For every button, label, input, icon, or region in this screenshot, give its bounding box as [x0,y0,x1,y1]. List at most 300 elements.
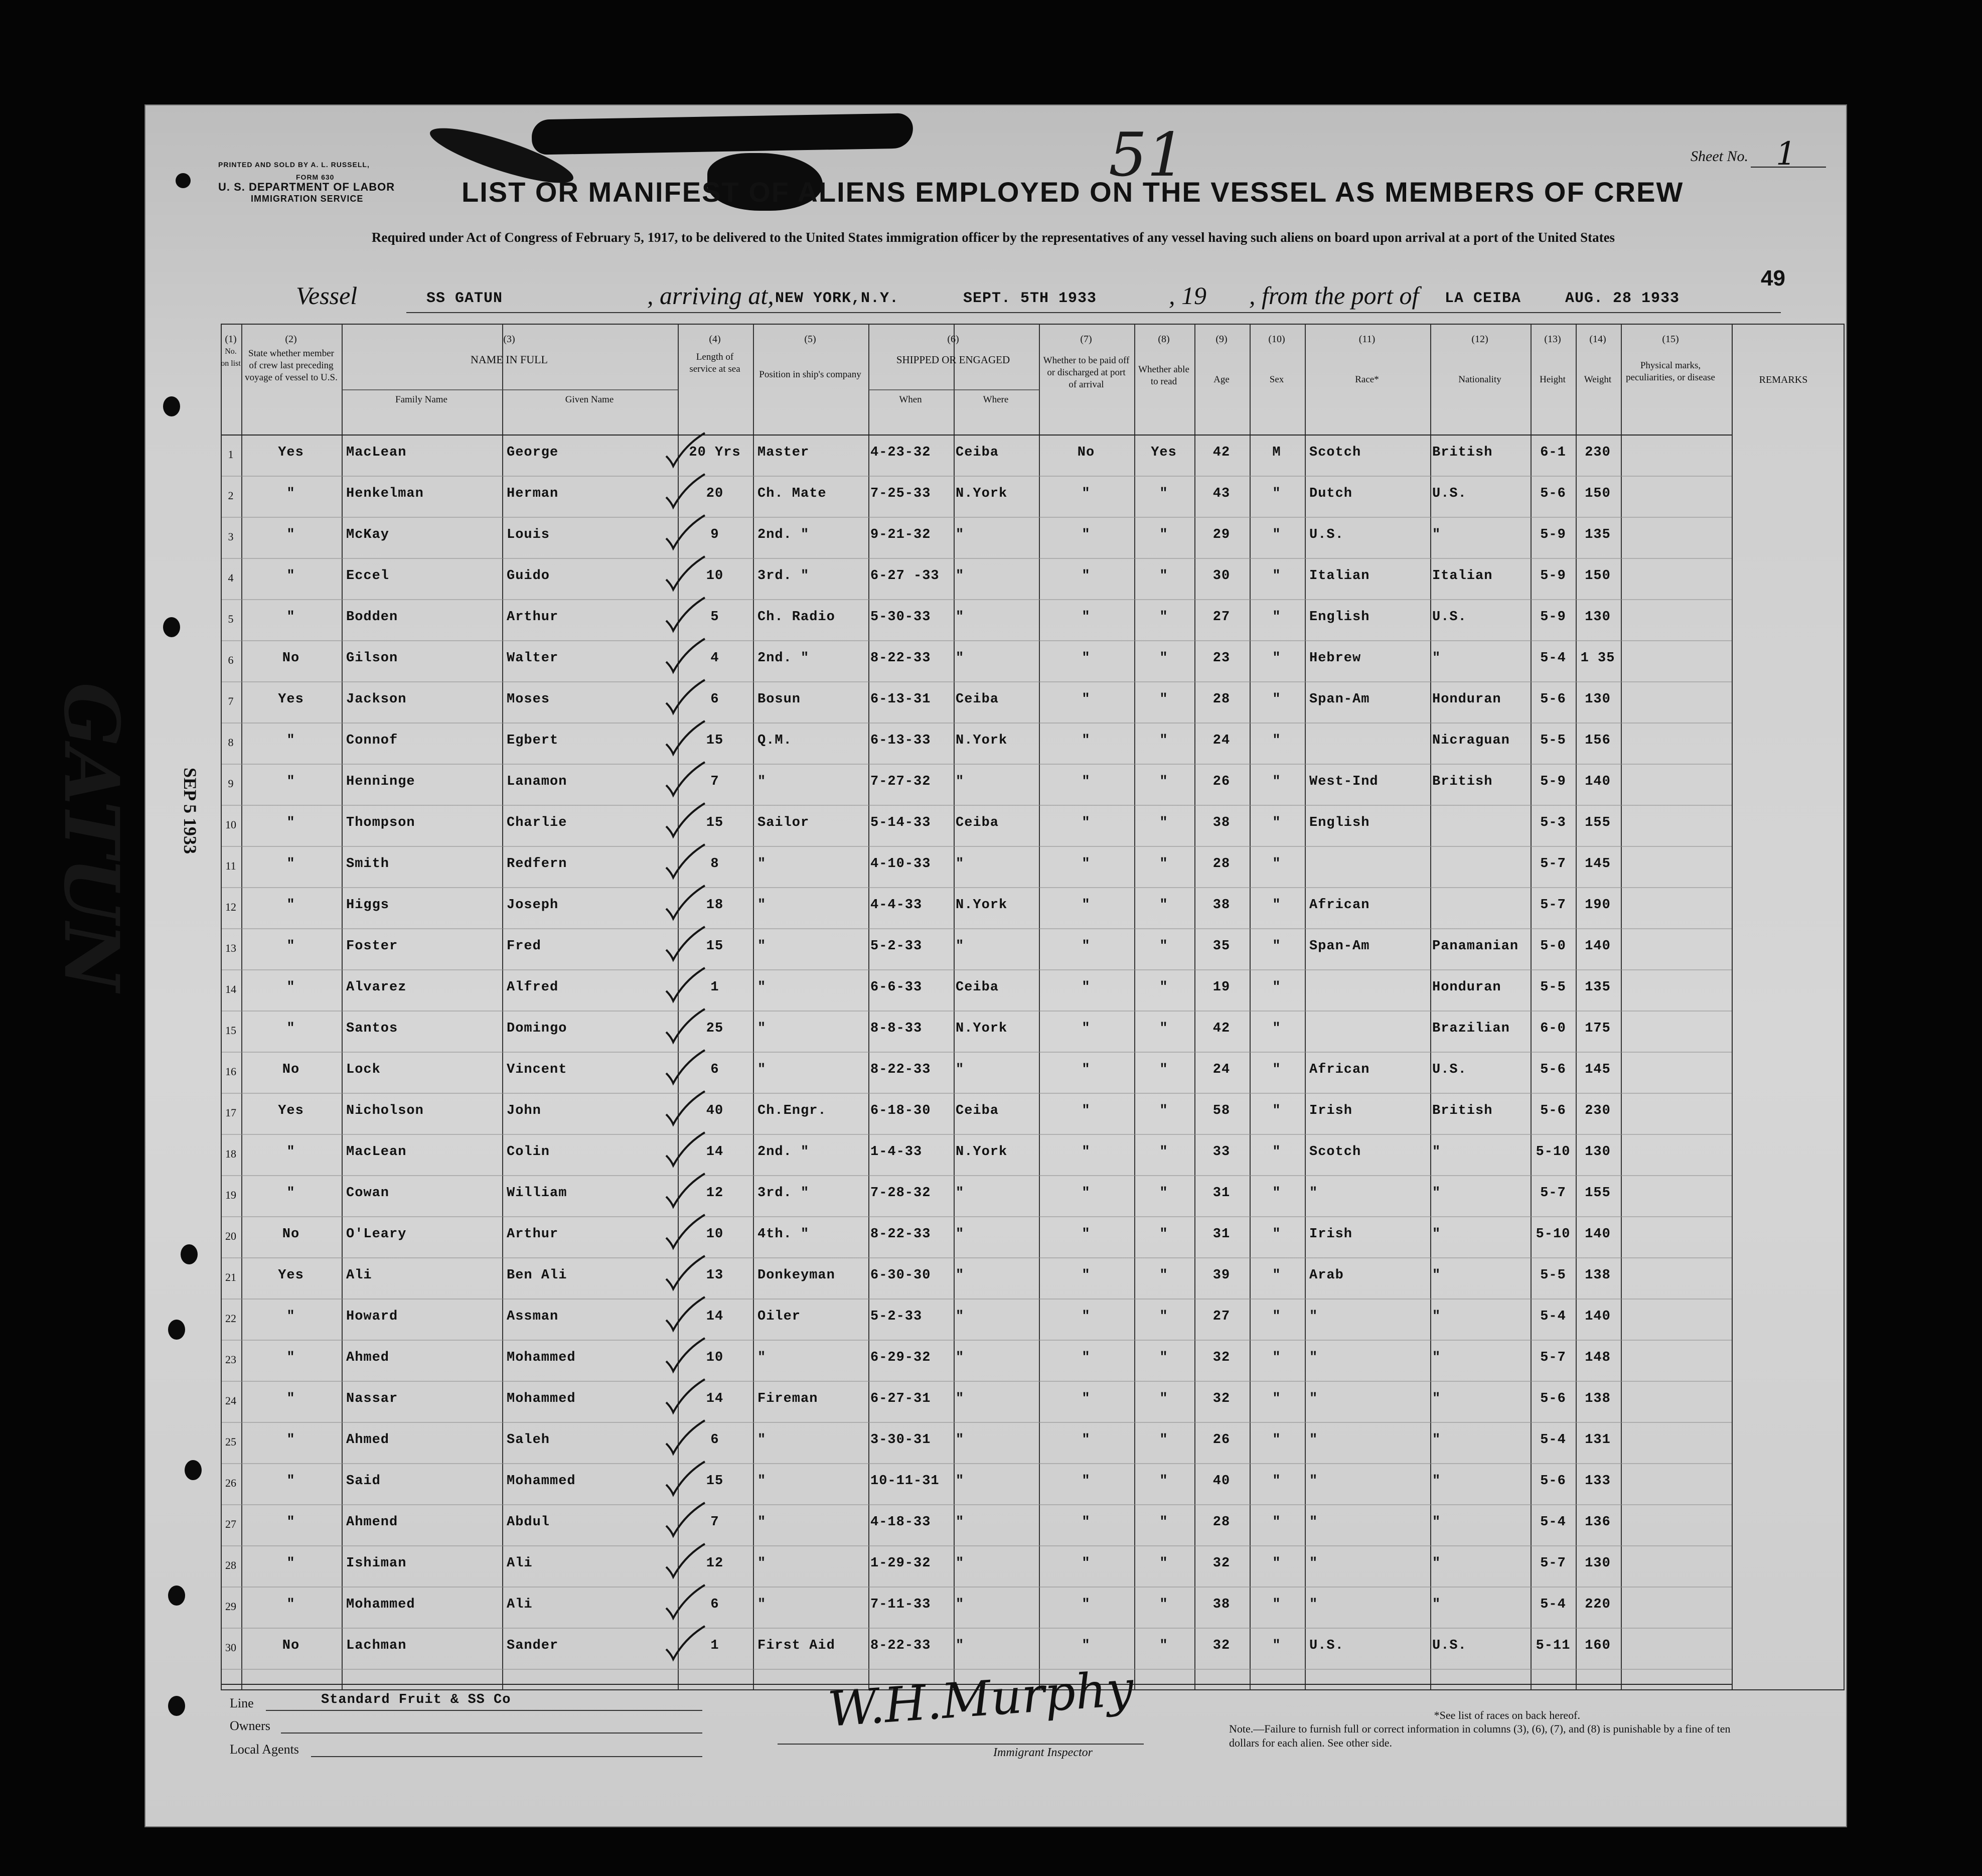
cell-paid: " [1082,1474,1091,1489]
cell-given: Ali [507,1556,533,1571]
cell-prev: " [286,1556,295,1571]
cell-when: 8-22-33 [870,1227,931,1242]
cell-family: Howard [346,1309,398,1324]
department-name: U. S. DEPARTMENT OF LABOR [218,181,395,193]
col-num-3: (3) [503,334,515,345]
check-mark-icon [662,759,707,799]
cell-race: " [1309,1309,1318,1324]
cell-service: 4 [710,651,719,666]
cell-weight: 148 [1585,1350,1611,1365]
cell-when: 5-2-33 [870,1309,923,1324]
cell-family: Henkelman [346,486,424,501]
cell-weight: 230 [1585,1103,1611,1118]
cell-weight: 145 [1585,1062,1611,1077]
cell-weight: 140 [1585,939,1611,954]
col-num-5: (5) [804,334,816,345]
cell-given: John [507,1103,541,1118]
printer-line: PRINTED AND SOLD BY A. L. RUSSELL, [218,161,370,169]
cell-nationality: " [1432,527,1441,542]
stamp-number: 51 [1109,120,1185,190]
cell-given: Abdul [507,1515,550,1530]
cell-height: 5-7 [1540,1186,1566,1201]
cell-family: Connof [346,733,398,748]
cell-weight: 190 [1585,898,1611,913]
subcol-where: Where [983,394,1009,405]
cell-height: 5-0 [1540,939,1566,954]
cell-where: " [956,1309,965,1324]
check-mark-icon [662,1171,707,1211]
line-label: Line [230,1696,254,1710]
table-row [221,527,1731,568]
cell-service: 10 [706,1227,724,1242]
table-row [221,445,1731,486]
check-mark-icon [662,1417,707,1458]
cell-when: 4-18-33 [870,1515,931,1530]
table-row [221,733,1731,774]
departure-date: AUG. 28 1933 [1565,290,1680,307]
cell-read: " [1159,568,1168,584]
row-number: 24 [225,1394,236,1407]
check-mark-icon [662,1212,707,1252]
check-stroke [666,762,705,795]
cell-given: Egbert [507,733,559,748]
check-mark-icon [662,553,707,594]
cell-when: 8-22-33 [870,1638,931,1653]
cell-when: 8-8-33 [870,1021,923,1036]
check-mark-icon [662,800,707,840]
check-mark-icon [662,1294,707,1334]
check-stroke [666,968,705,1001]
cell-position: Ch. Radio [757,610,835,625]
cell-family: Higgs [346,898,390,913]
binder-hole [181,1244,198,1264]
cell-age: 32 [1212,1391,1231,1406]
cell-read: " [1159,1350,1168,1365]
cell-weight: 130 [1585,610,1611,625]
cell-nationality: U.S. [1432,1638,1467,1653]
check-mark-icon [662,1335,707,1375]
row-number: 18 [225,1147,236,1160]
cell-prev: No [282,1062,300,1077]
cell-family: Ahmed [346,1350,390,1365]
cell-when: 6-13-31 [870,692,931,707]
cell-sex: " [1272,568,1281,584]
cell-height: 5-7 [1540,898,1566,913]
row-number: 3 [228,530,234,543]
cell-age: 43 [1212,486,1231,501]
cell-paid: " [1082,815,1091,830]
cell-when: 8-22-33 [870,651,931,666]
row-number: 8 [228,736,234,749]
col-label-9: Age [1213,374,1230,385]
row-number: 20 [225,1230,236,1242]
cell-family: Ahmed [346,1432,390,1448]
row-number: 5 [228,613,234,625]
row-number: 15 [225,1024,236,1037]
cell-nationality: " [1432,1391,1441,1406]
cell-paid: " [1082,774,1091,789]
check-stroke [666,515,705,548]
cell-prev: " [286,733,295,748]
cell-race: Dutch [1309,486,1353,501]
cell-read: " [1159,939,1168,954]
cell-race: Span-Am [1309,692,1370,707]
crew-rows [221,324,1731,1688]
cell-read: " [1159,1515,1168,1530]
row-number: 21 [225,1271,236,1283]
check-mark-icon [662,595,707,635]
row-number: 27 [225,1518,236,1530]
cell-position: Master [757,445,810,460]
cell-given: Mohammed [507,1350,576,1365]
table-row [221,1432,1731,1474]
cell-age: 30 [1212,568,1231,584]
row-number: 22 [225,1312,236,1325]
cell-position: Ch. Mate [757,486,827,501]
cell-service: 7 [710,774,719,789]
subcol-family: Family Name [395,394,447,405]
cell-where: " [956,1227,965,1242]
row-number: 10 [225,818,236,831]
cell-position: Ch.Engr. [757,1103,827,1118]
cell-paid: " [1082,1186,1091,1201]
col-label-11: Race* [1355,374,1379,385]
cell-family: Ishiman [346,1556,407,1571]
cell-height: 5-3 [1540,815,1566,830]
cell-paid: " [1082,1268,1091,1283]
check-mark-icon [662,1006,707,1046]
cell-prev: " [286,774,295,789]
cell-paid: " [1082,527,1091,542]
cell-where: N.York [956,1021,1008,1036]
binder-hole [168,1696,185,1716]
cell-height: 5-5 [1540,980,1566,995]
check-stroke [666,803,705,836]
cell-weight: 136 [1585,1515,1611,1530]
row-number: 13 [225,942,236,954]
cell-paid: " [1082,898,1091,913]
cell-sex: " [1272,856,1281,872]
cell-when: 1-4-33 [870,1144,923,1160]
cell-age: 27 [1212,610,1231,625]
col-label-14: Weight [1584,374,1612,385]
inspector-label: Immigrant Inspector [993,1746,1093,1759]
cell-weight: 138 [1585,1268,1611,1283]
cell-given: Colin [507,1144,550,1160]
table-row [221,1515,1731,1556]
cell-position: " [757,1350,767,1365]
row-number: 2 [228,489,234,502]
cell-family: Nassar [346,1391,398,1406]
page-number: 49 [1761,266,1785,291]
cell-family: Eccel [346,568,390,584]
cell-paid: " [1082,980,1091,995]
cell-read: " [1159,1474,1168,1489]
cell-when: 6-30-30 [870,1268,931,1283]
cell-age: 42 [1212,445,1231,460]
table-row [221,774,1731,815]
check-stroke [666,1338,705,1371]
service-name: IMMIGRATION SERVICE [251,194,364,204]
cell-family: McKay [346,527,390,542]
cell-nationality: Brazilian [1432,1021,1510,1036]
check-mark-icon [662,883,707,923]
cell-given: Guido [507,568,550,584]
cell-sex: " [1272,692,1281,707]
cell-age: 28 [1212,692,1231,707]
cell-nationality: " [1432,1144,1441,1160]
cell-read: " [1159,1391,1168,1406]
col-num-1: (1) [225,334,237,345]
cell-age: 24 [1212,733,1231,748]
cell-paid: " [1082,1144,1091,1160]
cell-weight: 150 [1585,486,1611,501]
cell-position: " [757,1062,767,1077]
cell-sex: " [1272,1103,1281,1118]
row-number: 1 [228,448,234,461]
row-number: 16 [225,1065,236,1078]
cell-weight: 140 [1585,1227,1611,1242]
cell-where: " [956,1186,965,1201]
col-label-3: NAME IN FULL [471,353,548,366]
cell-where: Ceiba [956,980,999,995]
table-row [221,1597,1731,1638]
cell-where: N.York [956,733,1008,748]
cell-nationality: British [1432,774,1493,789]
cell-read: " [1159,1268,1168,1283]
check-mark-icon [662,1500,707,1540]
col-label-12: Nationality [1458,374,1501,385]
cell-sex: " [1272,1432,1281,1448]
table-row [221,1186,1731,1227]
from-label: , from the port of [1249,281,1419,310]
cell-height: 5-9 [1540,568,1566,584]
row-number: 4 [228,571,234,584]
check-mark-icon [662,965,707,1005]
cell-when: 7-28-32 [870,1186,931,1201]
cell-sex: " [1272,980,1281,995]
check-stroke [666,1050,705,1083]
check-stroke [666,1585,705,1618]
cell-sex: " [1272,1515,1281,1530]
cell-paid: " [1082,1556,1091,1571]
cell-age: 38 [1212,898,1231,913]
cell-given: Louis [507,527,550,542]
cell-where: " [956,1556,965,1571]
cell-paid: " [1082,1062,1091,1077]
cell-service: 10 [706,1350,724,1365]
cell-prev: " [286,1391,295,1406]
cell-height: 5-6 [1540,486,1566,501]
cell-sex: " [1272,898,1281,913]
cell-age: 23 [1212,651,1231,666]
cell-race: " [1309,1391,1318,1406]
table-row [221,980,1731,1021]
cell-given: Herman [507,486,559,501]
table-row [221,1556,1731,1597]
cell-height: 5-4 [1540,1597,1566,1612]
margin-stamp-date: SEP 5 1933 [180,768,200,854]
col-num-4: (4) [709,334,721,345]
cell-race: " [1309,1556,1318,1571]
cell-height: 5-10 [1536,1227,1571,1242]
cell-weight: 156 [1585,733,1611,748]
cell-given: Joseph [507,898,559,913]
cell-prev: " [286,486,295,501]
check-mark-icon [662,430,707,470]
cell-position: " [757,774,767,789]
col-label-4: Length of service at sea [689,352,740,374]
table-row [221,1021,1731,1062]
cell-prev: " [286,1474,295,1489]
cell-family: Nicholson [346,1103,424,1118]
check-stroke [666,1544,705,1577]
cell-nationality: " [1432,1268,1441,1283]
cell-age: 58 [1212,1103,1231,1118]
cell-paid: " [1082,568,1091,584]
check-stroke [666,556,705,590]
cell-when: 3-30-31 [870,1432,931,1448]
cell-where: " [956,1638,965,1653]
col-num-9: (9) [1215,334,1228,345]
cell-height: 5-4 [1540,1309,1566,1324]
cell-read: " [1159,1556,1168,1571]
col-num-15: (15) [1662,334,1679,345]
table-row [221,815,1731,856]
cell-prev: " [286,815,295,830]
cell-height: 5-6 [1540,1391,1566,1406]
check-stroke [666,474,705,507]
cell-age: 31 [1212,1186,1231,1201]
line-underline [266,1710,702,1711]
col-label-remarks: REMARKS [1759,374,1808,385]
cell-weight: 140 [1585,1309,1611,1324]
cell-where: N.York [956,1144,1008,1160]
cell-weight: 145 [1585,856,1611,872]
cell-given: Ben Ali [507,1268,567,1283]
cell-prev: No [282,1227,300,1242]
cell-age: 31 [1212,1227,1231,1242]
cell-service: 6 [710,1597,719,1612]
cell-age: 38 [1212,1597,1231,1612]
check-mark-icon [662,1541,707,1581]
cell-family: Ahmend [346,1515,398,1530]
cell-sex: " [1272,610,1281,625]
cell-height: 5-9 [1540,610,1566,625]
cell-service: 10 [706,568,724,584]
cell-given: Vincent [507,1062,567,1077]
table-row [221,1062,1731,1103]
vessel-underline [406,312,1781,313]
form-number: FORM 630 [296,173,335,181]
cell-nationality: " [1432,1597,1441,1612]
cell-when: 4-4-33 [870,898,923,913]
cell-race: " [1309,1474,1318,1489]
cell-sex: " [1272,1227,1281,1242]
cell-service: 14 [706,1144,724,1160]
fine-note: Note.—Failure to furnish full or correct information in columns (3), (6), (7), and (8) is punishable by a fine of ten dollars for each alien. See other side. [1229,1722,1731,1749]
cell-race: Irish [1309,1103,1353,1118]
cell-paid: " [1082,692,1091,707]
cell-read: " [1159,527,1168,542]
cell-height: 5-5 [1540,1268,1566,1283]
cell-service: 15 [706,1474,724,1489]
row-number: 14 [225,983,236,995]
cell-sex: " [1272,1350,1281,1365]
cell-nationality: " [1432,1227,1441,1242]
cell-sex: " [1272,1144,1281,1160]
check-stroke [666,927,705,960]
cell-position: " [757,1474,767,1489]
cell-when: 8-22-33 [870,1062,931,1077]
cell-sex: " [1272,527,1281,542]
owners-label: Owners [230,1718,270,1733]
col-num-6: (6) [947,334,959,345]
check-stroke [666,886,705,919]
table-row [221,898,1731,939]
vessel-name: SS GATUN [426,290,503,307]
cell-service: 13 [706,1268,724,1283]
row-number: 29 [225,1600,236,1613]
cell-when: 10-11-31 [870,1474,940,1489]
binder-hole [163,396,180,416]
cell-nationality: U.S. [1432,1062,1467,1077]
cell-where: " [956,1268,965,1283]
agents-underline [311,1756,702,1757]
row-number: 9 [228,777,234,790]
cell-read: " [1159,1062,1168,1077]
cell-height: 5-4 [1540,1515,1566,1530]
cell-when: 6-13-33 [870,733,931,748]
cell-where: " [956,651,965,666]
arriving-label: , arriving at, [647,281,774,310]
row-number: 17 [225,1106,236,1119]
cell-service: 40 [706,1103,724,1118]
cell-where: " [956,1391,965,1406]
binder-hole [163,617,180,637]
cell-position: 3rd. " [757,1186,810,1201]
page-subtitle: Required under Act of Congress of February 5, 1917, to be delivered to the United States immigration officer by the representatives of any vessel having such aliens on board upon arrival at a port of the United States [371,230,1615,245]
cell-height: 5-6 [1540,692,1566,707]
cell-race: U.S. [1309,527,1344,542]
cell-family: Santos [346,1021,398,1036]
cell-where: " [956,1515,965,1530]
check-stroke [666,721,705,754]
cell-position: Q.M. [757,733,792,748]
races-note: *See list of races on back hereof. [1434,1709,1580,1721]
sheet-number: 1 [1776,135,1796,173]
cell-age: 32 [1212,1350,1231,1365]
cell-family: Jackson [346,692,407,707]
cell-when: 6-27-31 [870,1391,931,1406]
cell-age: 32 [1212,1638,1231,1653]
cell-race: Arab [1309,1268,1344,1283]
cell-service: 6 [710,1432,719,1448]
cell-position: 2nd. " [757,651,810,666]
cell-weight: 220 [1585,1597,1611,1612]
check-mark-icon [662,471,707,511]
cell-given: William [507,1186,567,1201]
cell-nationality: British [1432,445,1493,460]
cell-given: Moses [507,692,550,707]
check-stroke [666,433,705,466]
cell-race: African [1309,1062,1370,1077]
table-row [221,1391,1731,1432]
cell-read: " [1159,1103,1168,1118]
cell-race: U.S. [1309,1638,1344,1653]
cell-service: 20 Yrs [689,445,741,460]
cell-height: 5-7 [1540,1350,1566,1365]
